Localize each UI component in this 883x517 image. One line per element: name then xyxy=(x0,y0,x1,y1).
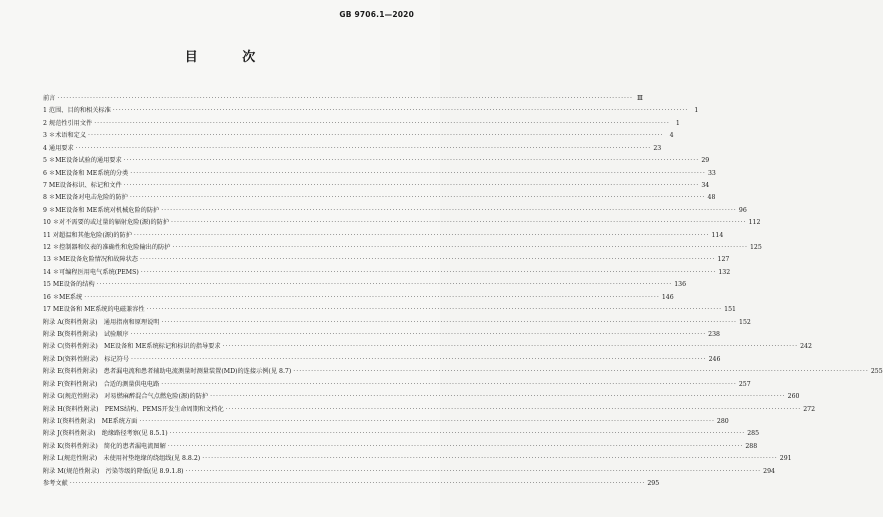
toc-entry[interactable] xyxy=(43,217,761,229)
toc-leader-dots xyxy=(147,304,723,316)
toc-entry[interactable] xyxy=(43,118,680,130)
toc-entry-page: Ⅲ xyxy=(636,95,643,102)
toc-entry-page: 295 xyxy=(647,480,660,488)
toc-entry-page: 1 xyxy=(694,107,699,115)
toc-entry-label: 12 ＊控制器和仪表的准确性和危险输出的防护 xyxy=(43,244,171,252)
toc-leader-dots xyxy=(113,105,689,117)
toc-entry[interactable] xyxy=(43,453,792,465)
toc-leader-dots xyxy=(226,404,802,416)
toc-entry-page: 136 xyxy=(674,281,687,289)
standard-number: GB 9706.1—2020 xyxy=(339,10,414,19)
toc-entry-page: 146 xyxy=(661,293,674,301)
toc-entry-label: 11 对超温和其他危险(源)的防护 xyxy=(43,231,132,239)
toc-leader-dots xyxy=(97,279,673,291)
toc-leader-dots xyxy=(140,254,716,266)
toc-entry-label: 参考文献 xyxy=(43,480,68,488)
toc-entry-page: 34 xyxy=(701,181,710,189)
toc-entry-label: 5 ＊ME设备试验的通用要求 xyxy=(43,157,122,165)
toc-entry[interactable] xyxy=(43,230,724,242)
toc-entry-label: 附录 I(资料性附录) ME系统方面 xyxy=(43,417,138,425)
toc-entry[interactable] xyxy=(43,329,720,341)
toc-entry-label: 附录 C(资料性附录) ME设备和 ME系统标记和标识的指导要求 xyxy=(43,343,221,351)
toc-entry-page: 255 xyxy=(870,368,883,376)
toc-leader-dots xyxy=(171,217,747,229)
toc-entry[interactable] xyxy=(43,180,710,192)
toc-leader-dots xyxy=(161,317,737,329)
toc-entry-label: 附录 G(规范性附录) 对易燃麻醉混合气点燃危险(源)的防护 xyxy=(43,393,209,401)
toc-entry-page: 246 xyxy=(708,355,721,363)
toc-entry[interactable] xyxy=(43,478,660,490)
toc-leader-dots xyxy=(130,192,706,204)
toc-entry-page: 288 xyxy=(745,442,758,450)
toc-leader-dots xyxy=(130,168,706,180)
toc-entry-page: 96 xyxy=(738,206,747,214)
toc-entry[interactable] xyxy=(43,130,674,142)
toc-entry[interactable] xyxy=(43,205,747,217)
toc-leader-dots xyxy=(170,428,746,440)
toc-entry[interactable] xyxy=(43,105,699,117)
toc-leader-dots xyxy=(293,366,869,378)
toc-entry-label: 6 ＊ME设备和 ME系统的分类 xyxy=(43,169,129,177)
toc-entry[interactable] xyxy=(43,279,687,291)
toc-leader-dots xyxy=(139,416,715,428)
toc-entry[interactable] xyxy=(43,168,716,180)
toc-entry-page: 127 xyxy=(717,256,730,264)
toc-entry[interactable] xyxy=(43,354,721,366)
toc-leader-dots xyxy=(141,267,717,279)
toc-entry-page: 4 xyxy=(669,132,674,140)
toc-entry-label: 附录 D(资料性附录) 标记符号 xyxy=(43,355,130,363)
toc-entry-label: 前言 xyxy=(43,95,56,102)
toc-entry-page: 132 xyxy=(718,268,731,276)
toc-entry-page: 112 xyxy=(748,219,761,227)
toc-entry-label: 10 ＊对不需要的或过量的辐射危险(源)的防护 xyxy=(43,219,170,227)
toc-entry-page: 151 xyxy=(724,306,736,314)
toc-entry-label: 附录 H(资料性附录) PEMS结构、PEMS开发生命周期和文档化 xyxy=(43,405,224,413)
toc-entry-label: 附录 F(资料性附录) 合适的测量供电电路 xyxy=(43,380,160,388)
toc-entry[interactable] xyxy=(43,254,730,266)
toc-entry[interactable] xyxy=(43,93,643,105)
toc-leader-dots xyxy=(94,118,670,130)
toc-entry[interactable] xyxy=(43,242,762,254)
toc-entry-label: 8 ＊ME设备对电击危险的防护 xyxy=(43,194,128,202)
toc-entry-page: 33 xyxy=(707,169,716,177)
toc-entry[interactable] xyxy=(43,292,674,304)
toc-entry-label: 3 ＊术语和定义 xyxy=(43,132,87,140)
toc-entry-label: 2 规范性引用文件 xyxy=(43,119,93,127)
toc-leader-dots xyxy=(131,329,707,341)
toc-entry-label: 7 ME设备标识、标记和文件 xyxy=(43,181,122,189)
toc-entry[interactable] xyxy=(43,404,816,416)
toc-entry-label: 附录 A(资料性附录) 通用指南和原理说明 xyxy=(43,318,160,326)
toc-entry-page: 125 xyxy=(749,244,762,252)
toc-entry[interactable] xyxy=(43,416,729,428)
toc-entry-label: 附录 L(规范性附录) 未使用衬垫绝缘的绕组线(见 8.8.2) xyxy=(43,455,201,463)
toc-entry[interactable] xyxy=(43,466,775,478)
toc-entry-label: 14 ＊可编程医用电气系统(PEMS) xyxy=(43,268,139,276)
toc-leader-dots xyxy=(131,354,707,366)
toc-leader-dots xyxy=(124,155,700,167)
toc-entry-page: 285 xyxy=(747,430,760,438)
toc-leader-dots xyxy=(186,466,762,478)
toc-leader-dots xyxy=(161,205,737,217)
toc-entry-label: 17 ME设备和 ME系统的电磁兼容性 xyxy=(43,306,145,314)
toc-leader-dots xyxy=(88,130,664,142)
toc-entry-page: 29 xyxy=(701,157,710,165)
toc-entry-label: 附录 B(资料性附录) 试验顺序 xyxy=(43,331,129,339)
toc-entry[interactable] xyxy=(43,366,883,378)
toc-entry-label: 9 ＊ME设备和 ME系统对机械危险的防护 xyxy=(43,206,160,214)
toc-entry-page: 114 xyxy=(711,231,724,239)
toc-leader-dots xyxy=(223,341,799,353)
toc-entry[interactable] xyxy=(43,143,662,155)
toc-entry[interactable] xyxy=(43,441,758,453)
toc-leader-dots xyxy=(168,441,744,453)
toc-leader-dots xyxy=(210,391,786,403)
toc-leader-dots xyxy=(124,180,700,192)
toc-leader-dots xyxy=(84,292,660,304)
toc-leader-dots xyxy=(172,242,748,254)
toc-entry-page: 294 xyxy=(763,467,775,475)
table-of-contents xyxy=(43,93,883,491)
toc-entry[interactable] xyxy=(43,267,731,279)
toc-leader-dots xyxy=(134,230,710,242)
toc-entry[interactable] xyxy=(43,317,751,329)
toc-entry-page: 272 xyxy=(803,405,816,413)
toc-entry[interactable] xyxy=(43,391,800,403)
toc-entry-page: 242 xyxy=(800,343,812,351)
toc-leader-dots xyxy=(76,143,652,155)
toc-entry-page: 152 xyxy=(739,318,751,326)
toc-leader-dots xyxy=(202,453,778,465)
toc-entry[interactable] xyxy=(43,304,736,316)
toc-entry-label: 13 ＊ME设备危险情况和故障状态 xyxy=(43,256,138,264)
toc-entry[interactable] xyxy=(43,379,751,391)
toc-entry-page: 48 xyxy=(707,194,716,202)
toc-leader-dots xyxy=(57,93,633,105)
toc-leader-dots xyxy=(70,478,646,490)
toc-entry-page: 280 xyxy=(716,417,729,425)
toc-entry-page: 257 xyxy=(738,380,751,388)
toc-entry[interactable] xyxy=(43,192,716,204)
toc-entry-page: 23 xyxy=(653,144,662,152)
toc-entry[interactable] xyxy=(43,341,812,353)
toc-entry-label: 4 通用要求 xyxy=(43,144,74,152)
toc-entry[interactable] xyxy=(43,155,710,167)
toc-entry-label: 1 范围、目的和相关标准 xyxy=(43,107,111,115)
toc-entry-label: 附录 E(资料性附录) 患者漏电流和患者辅助电流测量时测量装置(MD)的连接示例(见 8.7) xyxy=(43,368,292,376)
toc-entry-label: 附录 J(资料性附录) 绝缘路径考察(见 8.5.1) xyxy=(43,430,168,438)
toc-entry-label: 15 ME设备的结构 xyxy=(43,281,95,289)
toc-entry-page: 260 xyxy=(787,393,800,401)
toc-entry-page: 1 xyxy=(675,119,680,127)
toc-entry[interactable] xyxy=(43,428,760,440)
toc-leader-dots xyxy=(161,379,737,391)
toc-entry-page: 238 xyxy=(708,331,720,339)
toc-entry-page: 291 xyxy=(779,455,792,463)
toc-entry-label: 16 ＊ME系统 xyxy=(43,293,83,301)
toc-entry-label: 附录 K(资料性附录) 简化的患者漏电流图解 xyxy=(43,442,166,450)
page-title: 目 次 xyxy=(184,50,276,65)
toc-entry-label: 附录 M(规范性附录) 污染等级的降低(见 8.9.1.8) xyxy=(43,467,184,475)
